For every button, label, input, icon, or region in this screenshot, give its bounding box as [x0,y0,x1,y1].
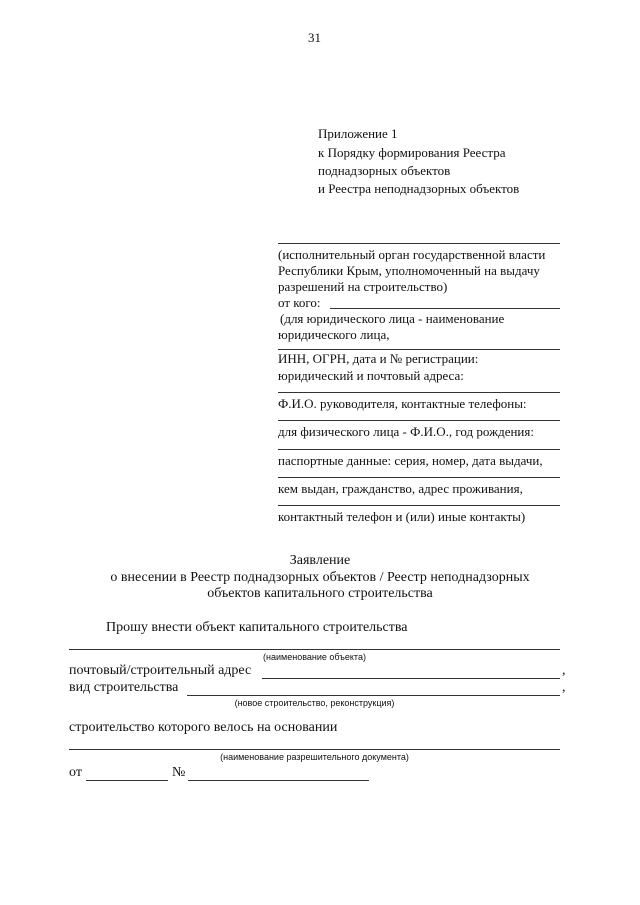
statement-subtitle-2: объектов капитального строительства [207,586,433,601]
construction-type-field[interactable] [187,695,560,696]
date-from-label: от [69,765,82,780]
address-label: почтовый/строительный адрес [69,663,252,678]
appendix-line-3: поднадзорных объектов [318,163,451,178]
statement-title: Заявление [289,553,351,568]
authority-hint-2: Республики Крым, уполномоченный на выдачу [278,263,540,278]
director-field-line [278,392,560,393]
passport-hint: паспортные данные: серия, номер, дата выдачи, [278,453,543,468]
issued-field-line [278,477,560,478]
address-comma: , [562,663,566,678]
from-label: от кого: [278,295,321,310]
address-hint: юридический и почтовый адреса: [278,368,464,383]
person-hint: для физического лица - Ф.И.О., год рождения: [278,424,534,439]
authority-hint-3: разрешений на строительство) [278,279,448,294]
address-field[interactable] [262,678,560,679]
issued-hint: кем выдан, гражданство, адрес проживания, [278,481,523,496]
object-name-hint: (наименование объекта) [263,652,366,662]
date-field[interactable] [86,780,168,781]
basis-text: строительство которого велось на основании [69,720,338,735]
page-number: 31 [308,30,321,45]
appendix-line-2: к Порядку формирования Реестра [318,145,506,160]
passport-field-line [278,449,560,450]
contacts-field-line [278,505,560,506]
statement-subtitle-1: о внесении в Реестр поднадзорных объектов / Реестр неподнадзорных [110,570,530,585]
number-label: № [172,765,186,780]
request-text: Прошу внести объект капитального строительства [106,620,408,635]
from-field-line [330,308,560,309]
inn-hint: ИНН, ОГРН, дата и № регистрации: [278,351,479,366]
authority-field-line [278,243,560,244]
construction-type-label: вид строительства [69,680,179,695]
appendix-line-1: Приложение 1 [318,126,398,141]
inn-field-line [278,349,560,350]
construction-type-comma: , [562,680,566,695]
contacts-hint: контактный телефон и (или) иные контакты) [278,509,526,524]
director-hint: Ф.И.О. руководителя, контактные телефоны: [278,396,527,411]
person-field-line [278,420,560,421]
legal-entity-hint-2: юридического лица, [278,327,390,342]
permit-document-field[interactable] [69,749,560,750]
object-name-field[interactable] [69,649,560,650]
legal-entity-hint-1: (для юридического лица - наименование [280,311,505,326]
permit-document-hint: (наименование разрешительного документа) [220,752,409,762]
appendix-line-4: и Реестра неподнадзорных объектов [318,181,520,196]
authority-hint-1: (исполнительный орган государственной власти [278,247,546,262]
construction-type-hint: (новое строительство, реконструкция) [234,698,395,708]
document-number-field[interactable] [188,780,369,781]
